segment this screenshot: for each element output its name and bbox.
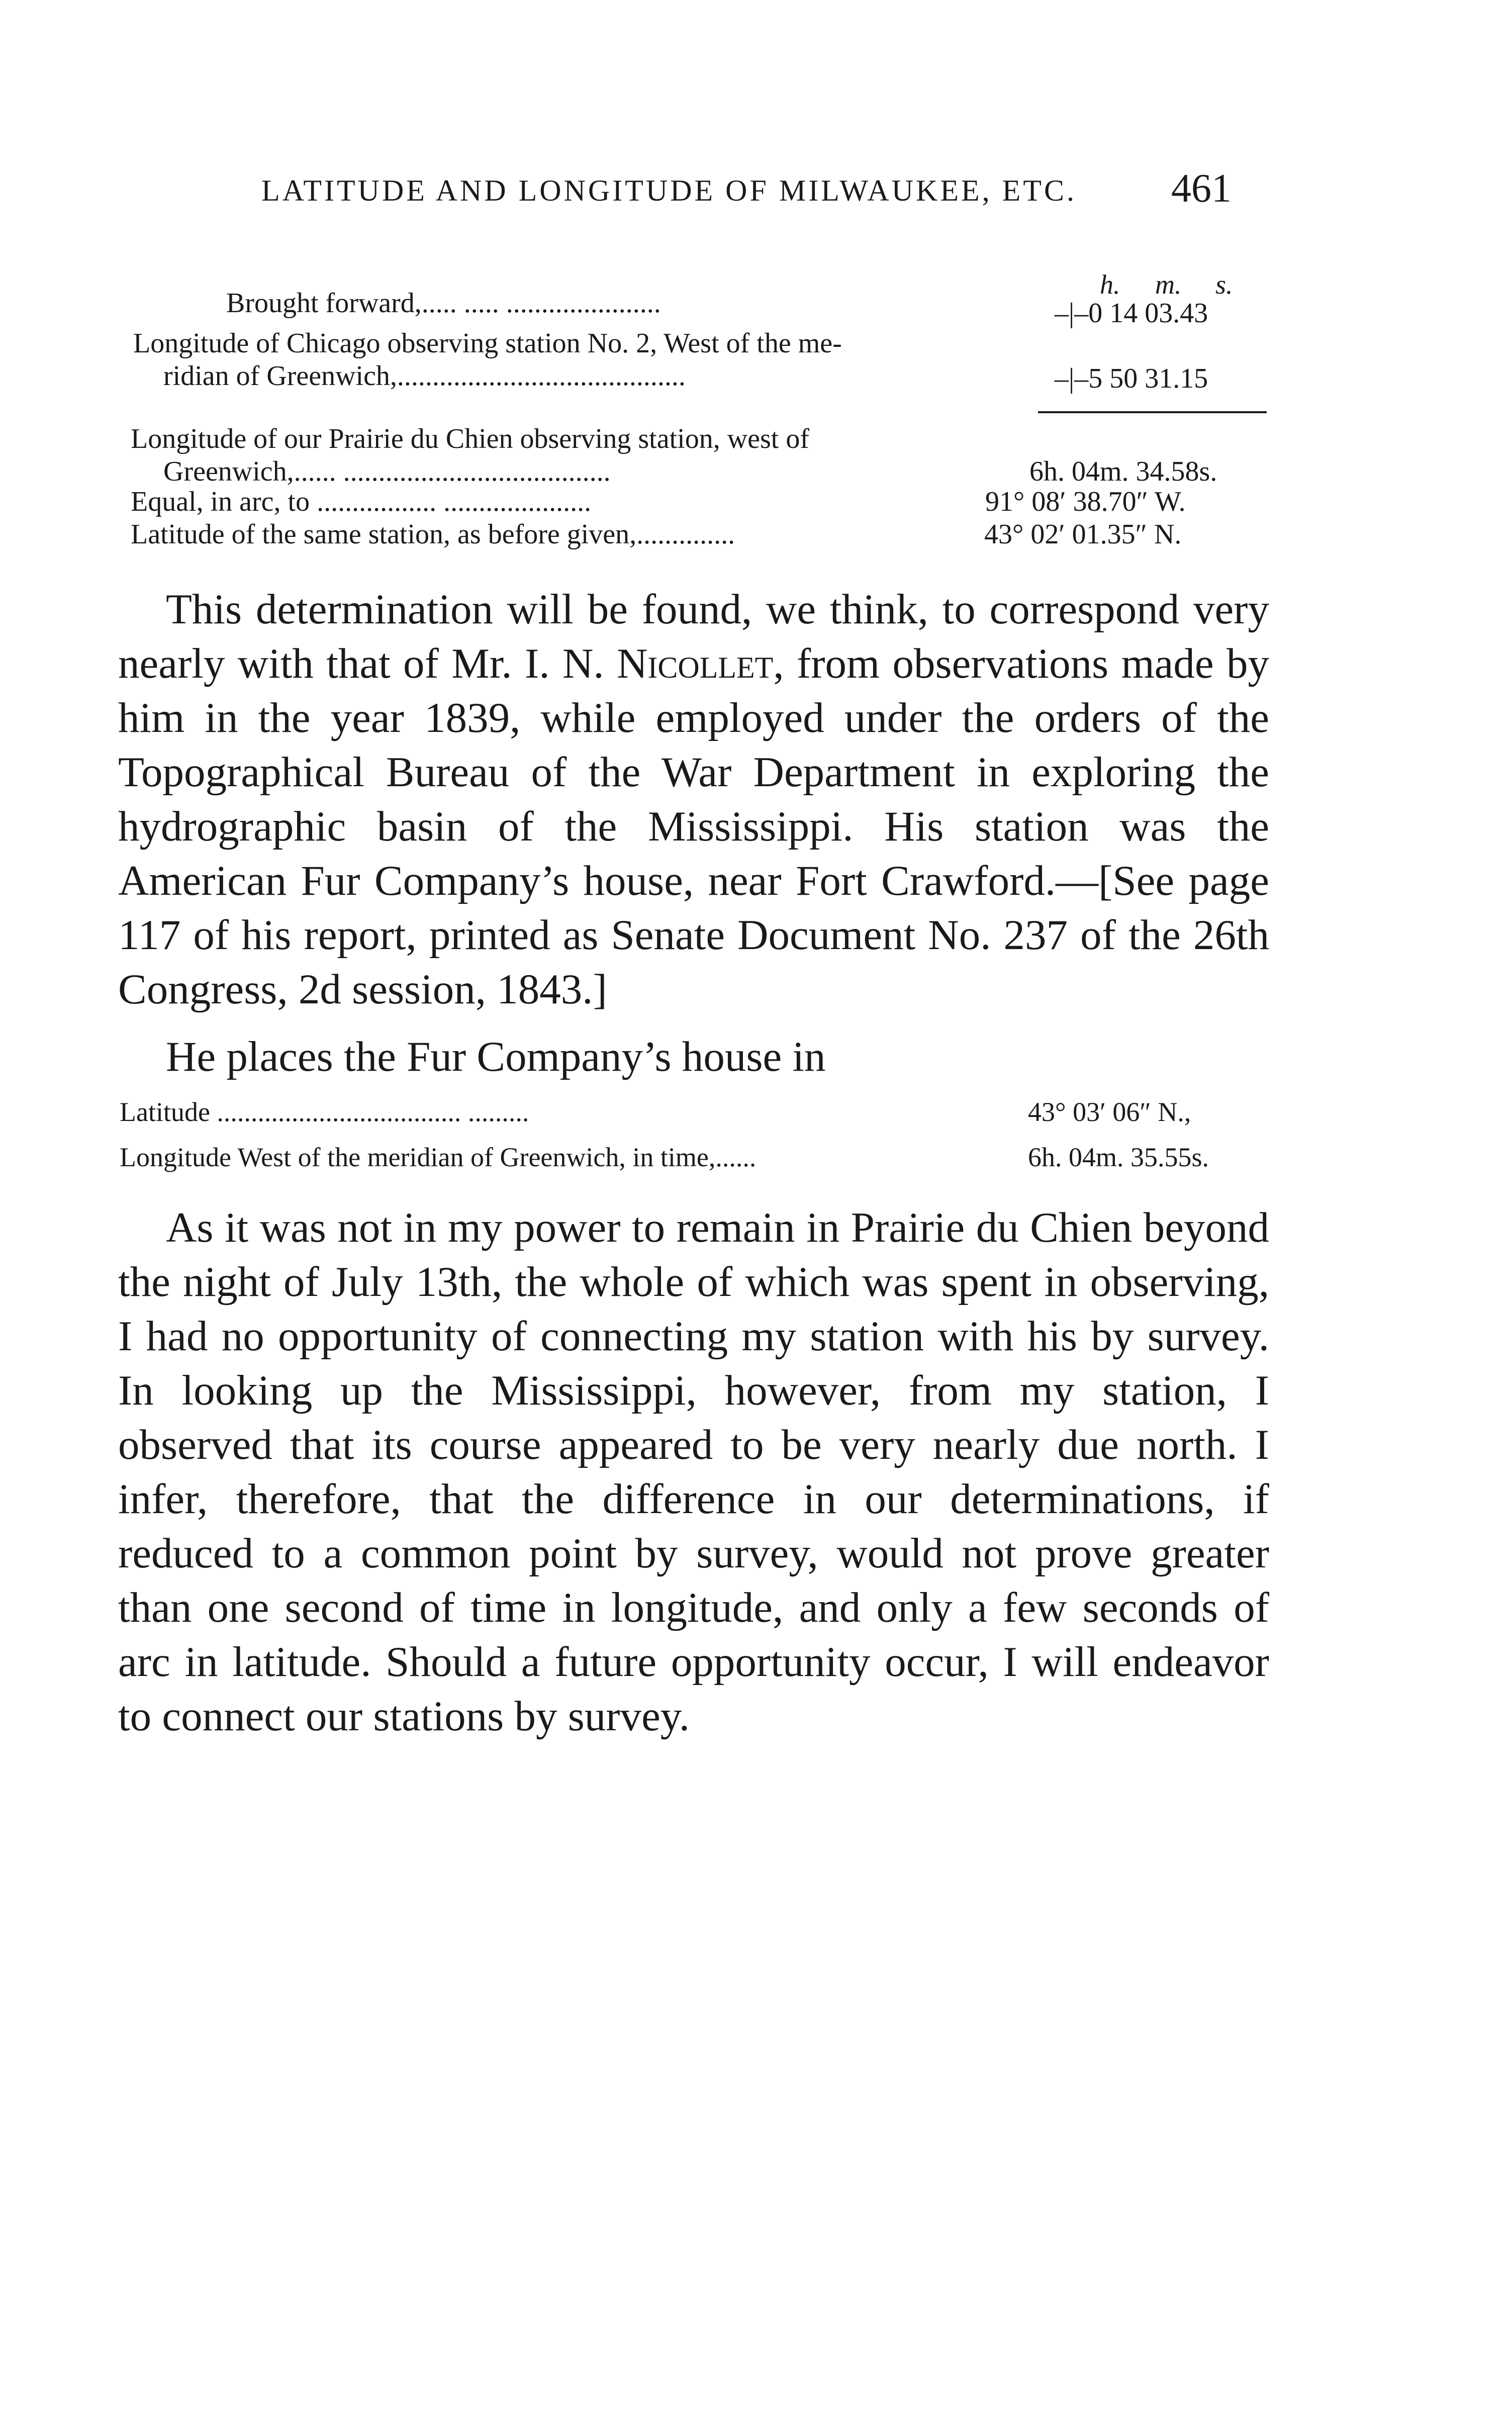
chicago-longitude-value: –|–5 50 31.15 (1055, 363, 1208, 394)
sum-rule (1038, 411, 1267, 413)
column-header-minutes: m. (1155, 269, 1182, 300)
paragraph-survey (118, 1200, 1269, 1743)
paragraph-determination-text (118, 582, 1269, 1016)
brought-forward-value: –|–0 14 03.43 (1055, 298, 1208, 329)
house-latitude-value: 43° 03′ 06″ N., (1028, 1097, 1191, 1127)
page-number: 461 (1171, 166, 1232, 211)
latitude-same-station-label: Latitude of the same station, as before given,.............. (131, 519, 735, 550)
paragraph-determination-text-end: , from observations made by him in the year 1839, while employed under the orders of the Topographical Bureau of the War Department in exploring the hydrographic basin of the Mississippi. His station was the American Fur Company’s house, near Fort Crawford.—[See page 117 of his report, printed as Senate Document No. 237 of the 26th Congress, 2d session, 1843.] (118, 640, 1270, 1013)
brought-forward-label: Brought forward,..... ..... ...................... (226, 288, 661, 319)
paragraph-determination (118, 582, 1269, 1016)
chicago-longitude-label-line1: Longitude of Chicago observing station No. 2, West of the me- (133, 328, 842, 359)
house-latitude-label: Latitude .................................... ......... (120, 1097, 529, 1127)
house-longitude-label: Longitude West of the meridian of Greenwich, in time,...... (120, 1142, 757, 1172)
paragraph-places-house (118, 1030, 1269, 1084)
paragraph-survey-text: As it was not in my power to remain in Prairie du Chien beyond the night of July 13th, the whole of which was spent in observing, I had no opportunity of connecting my station with his by survey. In looking up the Mississippi, however, from my station, I observed that its course appeared to be very nearly due north. I infer, therefore, that the difference in our determinations, if reduced to a common point by survey, would not prove greater than one second of time in longitude, and only a few seconds of arc in latitude. Should a future opportunity occur, I will endeavor to connect our stations by survey. (118, 1204, 1269, 1740)
latitude-same-station-value: 43° 02′ 01.35″ N. (984, 519, 1182, 550)
prairie-longitude-value: 6h. 04m. 34.58s. (1029, 456, 1217, 487)
name-nicollet: Nicollet (617, 640, 774, 687)
arc-label: Equal, in arc, to ................. ..................... (131, 486, 592, 517)
house-longitude-value: 6h. 04m. 35.55s. (1028, 1142, 1209, 1172)
paragraph-places-house-text: He places the Fur Company’s house in (166, 1033, 826, 1080)
paragraph-determination-text-start: This determination will be found, we think, to correspond very nearly with that of Mr. I. N. (118, 586, 1269, 687)
column-header-hours: h. (1100, 269, 1120, 300)
prairie-longitude-label-line1: Longitude of our Prairie du Chien observing station, west of (131, 423, 809, 454)
column-header-seconds: s. (1215, 269, 1233, 300)
arc-value: 91° 08′ 38.70″ W. (985, 486, 1186, 517)
prairie-longitude-label-line2: Greenwich,...... ...................................... (163, 456, 611, 487)
chicago-longitude-label-line2: ridian of Greenwich,......................................... (163, 360, 686, 392)
running-header: LATITUDE AND LONGITUDE OF MILWAUKEE, ETC. (261, 174, 1077, 207)
